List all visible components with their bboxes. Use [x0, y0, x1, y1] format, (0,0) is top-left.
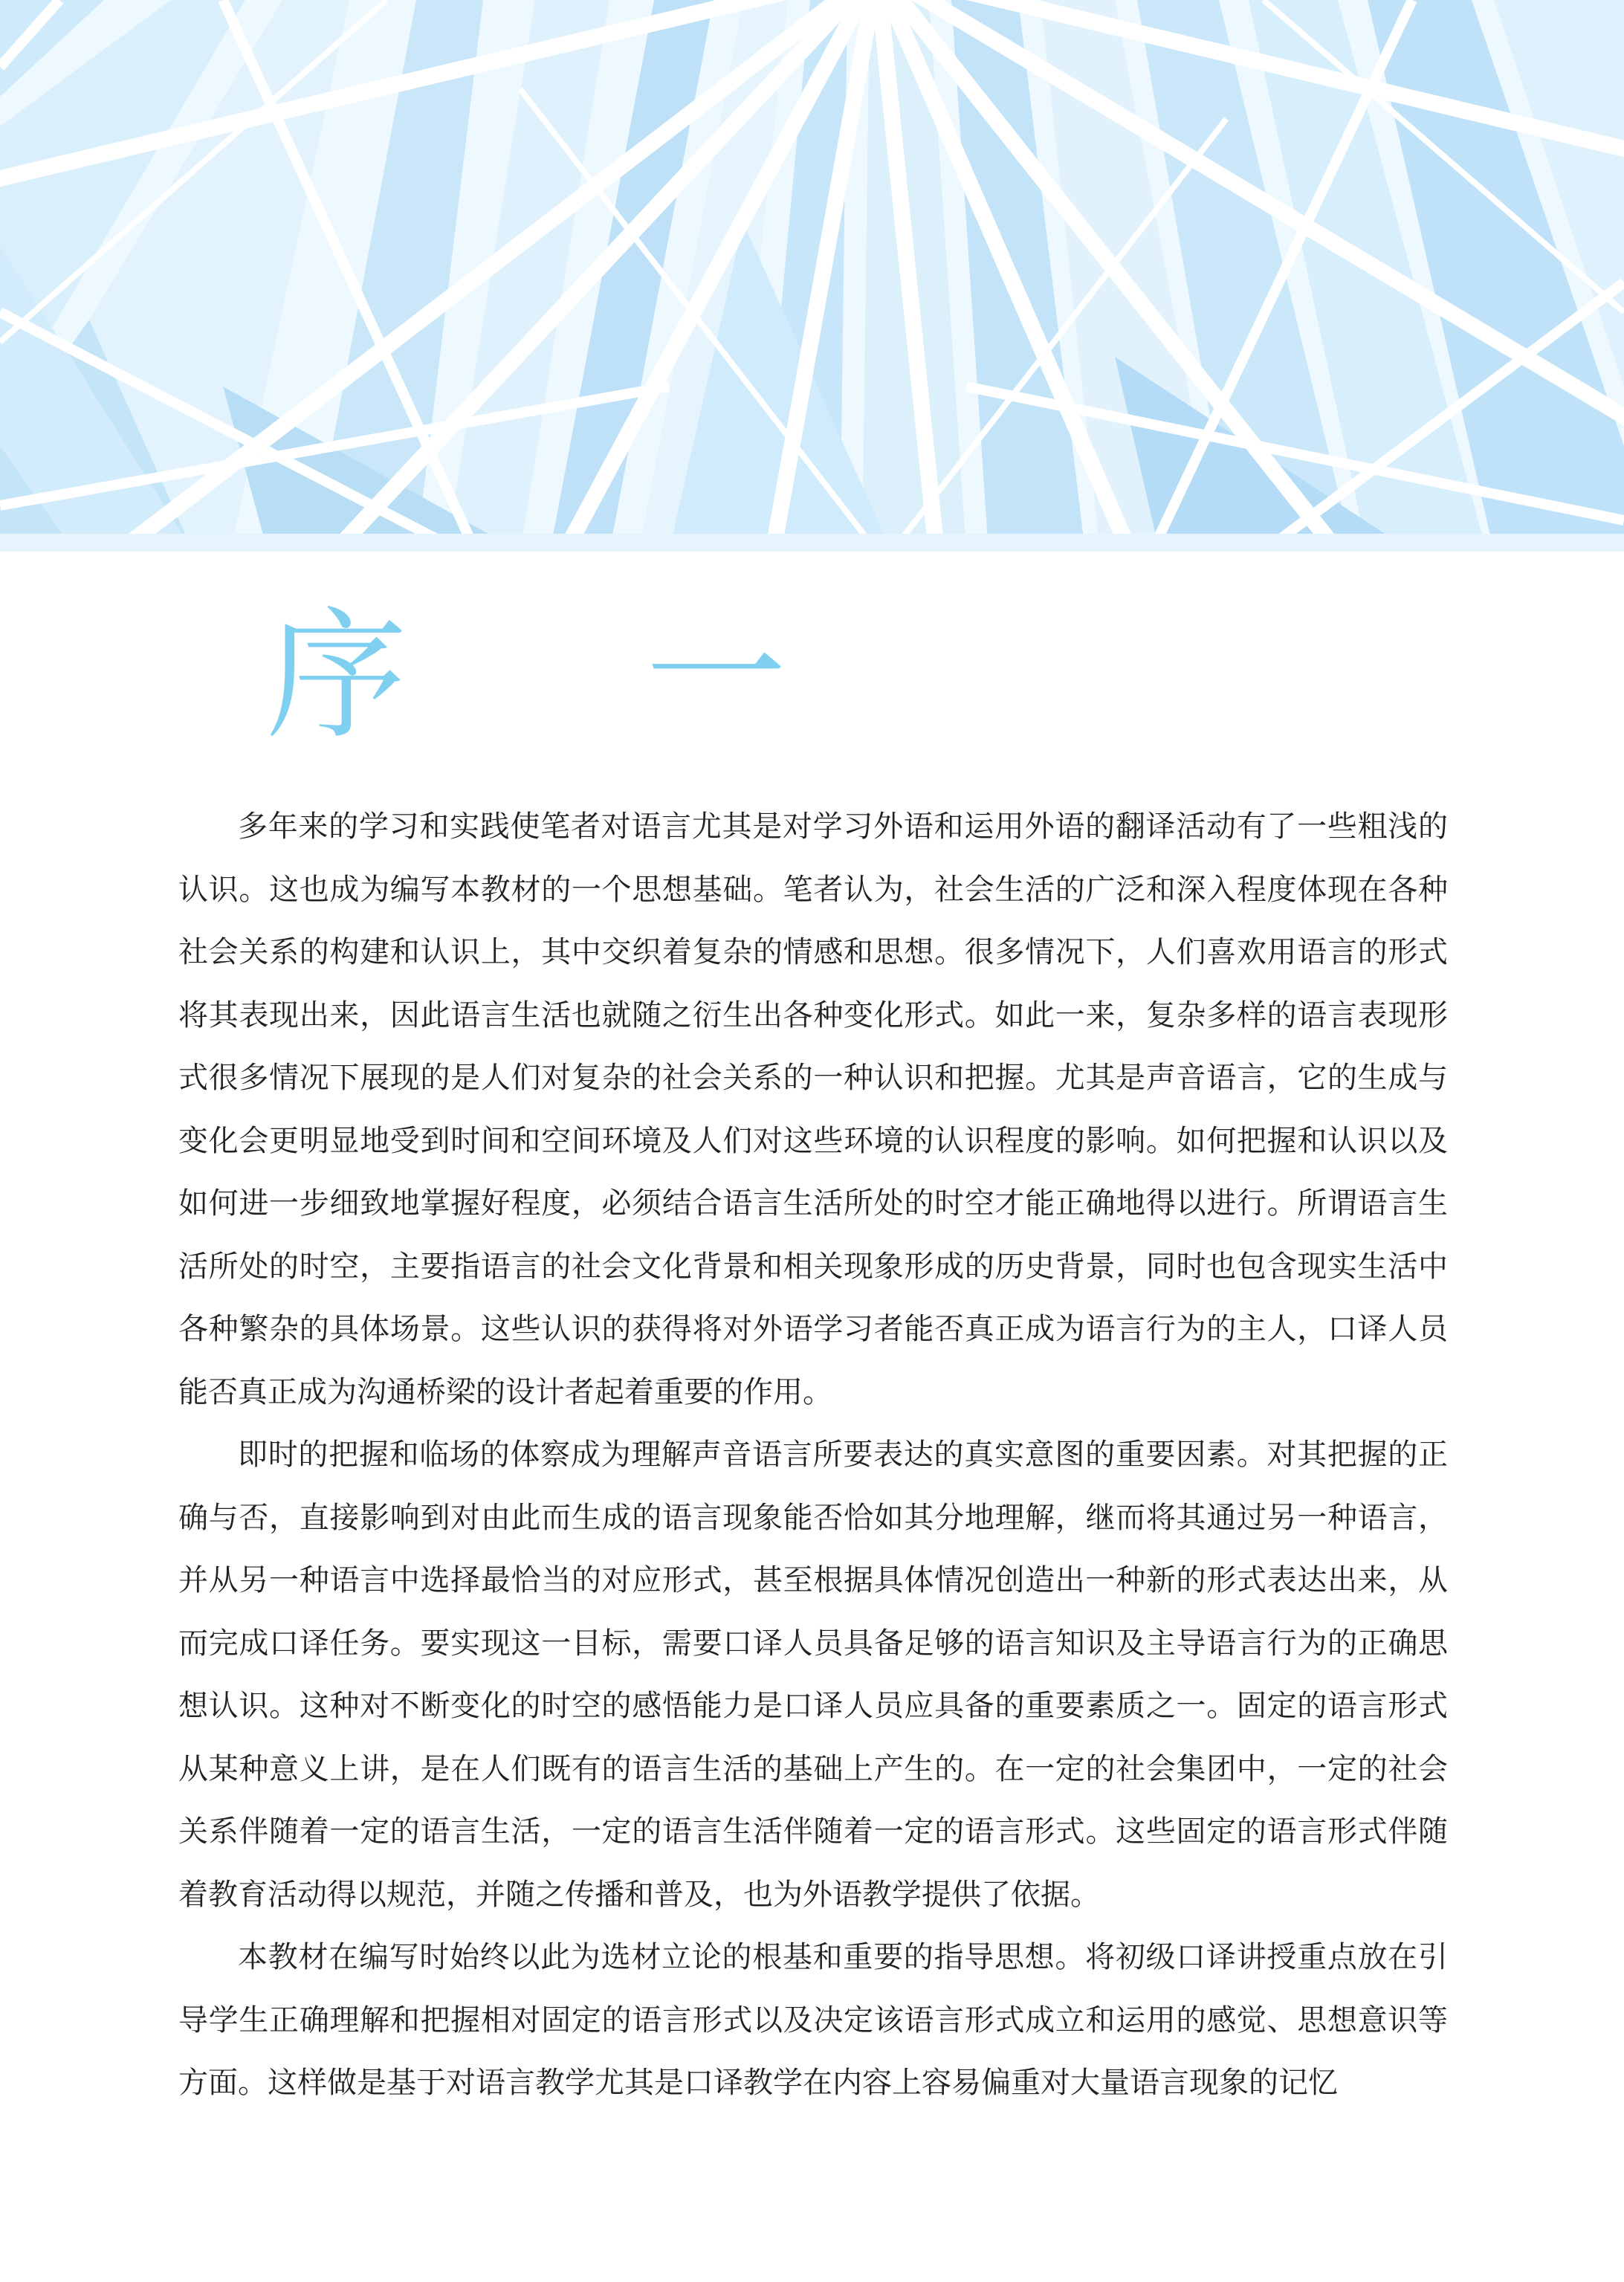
preface-body: [178, 795, 1448, 2115]
paragraph-3: 本教材在编写时始终以此为选材立论的根基和重要的指导思想。将初级口译讲授重点放在引导学生正确理解和把握相对固定的语言形式以及决定该语言形式成立和运用的感觉、思想意识等方面。这样做是基于对语言教学尤其是口译教学在内容上容易偏重对大量语言现象的记忆: [178, 1940, 1448, 2100]
paragraph-2: 即时的把握和临场的体察成为理解声音语言所要表达的真实意图的重要因素。对其把握的正确与否，直接影响到对由此而生成的语言现象能否恰如其分地理解，继而将其通过另一种语言，并从另一种语言中选择最恰当的对应形式，甚至根据具体情况创造出一种新的形式表达出来，从而完成口译任务。要实现这一目标，需要口译人员具备足够的语言知识及主导语言行为的正确思想认识。这种对不断变化的时空的感悟能力是口译人员应具备的重要素质之一。固定的语言形式从某种意义上讲，是在人们既有的语言生活的基础上产生的。在一定的社会集团中，一定的社会关系伴随着一定的语言生活，一定的语言生活伴随着一定的语言形式。这些固定的语言形式伴随着教育活动得以规范，并随之传播和普及，也为外语教学提供了依据。: [178, 1438, 1448, 1912]
header-banner: [0, 0, 1624, 552]
page-title: 序 一: [266, 594, 884, 758]
geometric-pattern-banner: [0, 0, 1624, 552]
paragraph-1: 多年来的学习和实践使笔者对语言尤其是对学习外语和运用外语的翻译活动有了一些粗浅的认识。这也成为编写本教材的一个思想基础。笔者认为，社会生活的广泛和深入程度体现在各种社会关系的构建和认识上，其中交织着复杂的情感和思想。很多情况下，人们喜欢用语言的形式将其表现出来，因此语言生活也就随之衍生出各种变化形式。如此一来，复杂多样的语言表现形式很多情况下展现的是人们对复杂的社会关系的一种认识和把握。尤其是声音语言，它的生成与变化会更明显地受到时间和空间环境及人们对这些环境的认识程度的影响。如何把握和认识以及如何进一步细致地掌握好程度，必须结合语言生活所处的时空才能正确地得以进行。所谓语言生活所处的时空，主要指语言的社会文化背景和相关现象形成的历史背景，同时也包含现实生活中各种繁杂的具体场景。这些认识的获得将对外语学习者能否真正成为语言行为的主人，口译人员能否真正成为沟通桥梁的设计者起着重要的作用。: [178, 809, 1448, 1409]
